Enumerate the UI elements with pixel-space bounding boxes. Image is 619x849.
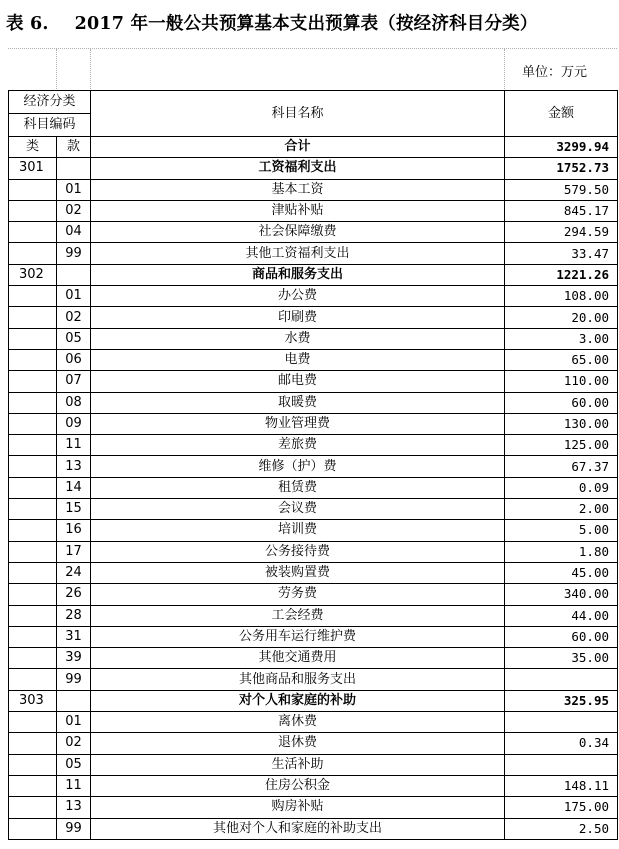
table-row bbox=[9, 179, 618, 200]
cell-amount: 175.00 bbox=[505, 797, 618, 818]
table-row bbox=[9, 520, 618, 541]
cell-lei bbox=[9, 179, 57, 200]
table-row bbox=[9, 222, 618, 243]
header-amount: 金额 bbox=[505, 91, 618, 137]
cell-kuan: 04 bbox=[57, 222, 91, 243]
cell-lei bbox=[9, 648, 57, 669]
cell-kuan: 39 bbox=[57, 648, 91, 669]
cell-amount: 45.00 bbox=[505, 562, 618, 583]
cell-lei bbox=[9, 733, 57, 754]
table-row bbox=[9, 435, 618, 456]
cell-subject-name: 工会经费 bbox=[91, 605, 505, 626]
cell-lei bbox=[9, 477, 57, 498]
cell-kuan: 24 bbox=[57, 562, 91, 583]
cell-lei bbox=[9, 754, 57, 775]
cell-kuan: 99 bbox=[57, 818, 91, 839]
cell-amount: 20.00 bbox=[505, 307, 618, 328]
table-row bbox=[9, 286, 618, 307]
header-row-3 bbox=[9, 137, 618, 158]
header-econ-class: 经济分类 bbox=[9, 91, 91, 114]
cell-kuan: 14 bbox=[57, 477, 91, 498]
cell-subject-name: 其他商品和服务支出 bbox=[91, 669, 505, 690]
cell-lei bbox=[9, 413, 57, 434]
cell-subject-name: 津贴补贴 bbox=[91, 200, 505, 221]
cell-subject-name: 住房公积金 bbox=[91, 775, 505, 796]
header-row-1 bbox=[9, 91, 618, 114]
cell-subject-name: 取暖费 bbox=[91, 392, 505, 413]
cell-lei bbox=[9, 520, 57, 541]
cell-lei bbox=[9, 775, 57, 796]
cell-lei bbox=[9, 605, 57, 626]
cell-lei bbox=[9, 371, 57, 392]
cell-lei bbox=[9, 222, 57, 243]
cell-amount: 2.50 bbox=[505, 818, 618, 839]
cell-kuan: 31 bbox=[57, 626, 91, 647]
cell-kuan: 26 bbox=[57, 584, 91, 605]
cell-subject-name: 劳务费 bbox=[91, 584, 505, 605]
cell-lei bbox=[9, 562, 57, 583]
cell-amount: 1752.73 bbox=[505, 158, 618, 179]
cell-subject-name: 电费 bbox=[91, 349, 505, 370]
cell-lei: 303 bbox=[9, 690, 57, 711]
cell-kuan: 13 bbox=[57, 797, 91, 818]
cell-amount bbox=[505, 712, 618, 733]
cell-subject-name: 生活补助 bbox=[91, 754, 505, 775]
cell-lei bbox=[9, 584, 57, 605]
cell-subject-name: 会议费 bbox=[91, 499, 505, 520]
table-row bbox=[9, 797, 618, 818]
table-row bbox=[9, 456, 618, 477]
cell-amount bbox=[505, 754, 618, 775]
cell-subject-name: 购房补贴 bbox=[91, 797, 505, 818]
total-label: 合计 bbox=[91, 137, 505, 158]
cell-amount: 1221.26 bbox=[505, 264, 618, 285]
table-row bbox=[9, 392, 618, 413]
cell-amount: 110.00 bbox=[505, 371, 618, 392]
cell-kuan: 02 bbox=[57, 307, 91, 328]
table-row bbox=[9, 477, 618, 498]
cell-subject-name: 工资福利支出 bbox=[91, 158, 505, 179]
table-row bbox=[9, 499, 618, 520]
cell-kuan bbox=[57, 158, 91, 179]
header-kuan: 款 bbox=[57, 137, 91, 158]
cell-lei bbox=[9, 435, 57, 456]
cell-subject-name: 公务用车运行维护费 bbox=[91, 626, 505, 647]
cell-subject-name: 培训费 bbox=[91, 520, 505, 541]
cell-kuan: 07 bbox=[57, 371, 91, 392]
cell-kuan: 06 bbox=[57, 349, 91, 370]
table-row bbox=[9, 754, 618, 775]
cell-lei: 302 bbox=[9, 264, 57, 285]
cell-amount: 294.59 bbox=[505, 222, 618, 243]
table-row bbox=[9, 243, 618, 264]
table-row bbox=[9, 562, 618, 583]
cell-kuan: 99 bbox=[57, 669, 91, 690]
table-row bbox=[9, 541, 618, 562]
cell-lei bbox=[9, 200, 57, 221]
table-row bbox=[9, 626, 618, 647]
cell-kuan: 11 bbox=[57, 775, 91, 796]
cell-amount: 60.00 bbox=[505, 392, 618, 413]
cell-subject-name: 水费 bbox=[91, 328, 505, 349]
cell-amount: 33.47 bbox=[505, 243, 618, 264]
cell-subject-name: 退休费 bbox=[91, 733, 505, 754]
cell-amount: 108.00 bbox=[505, 286, 618, 307]
cell-amount: 1.80 bbox=[505, 541, 618, 562]
cell-kuan: 05 bbox=[57, 754, 91, 775]
cell-subject-name: 办公费 bbox=[91, 286, 505, 307]
cell-subject-name: 商品和服务支出 bbox=[91, 264, 505, 285]
cell-amount: 44.00 bbox=[505, 605, 618, 626]
cell-subject-name: 其他对个人和家庭的补助支出 bbox=[91, 818, 505, 839]
cell-lei bbox=[9, 349, 57, 370]
cell-lei bbox=[9, 328, 57, 349]
cell-kuan: 28 bbox=[57, 605, 91, 626]
cell-subject-name: 离休费 bbox=[91, 712, 505, 733]
table-row bbox=[9, 775, 618, 796]
cell-amount: 2.00 bbox=[505, 499, 618, 520]
header-subject-code: 科目编码 bbox=[9, 114, 91, 137]
cell-subject-name: 差旅费 bbox=[91, 435, 505, 456]
total-amount: 3299.94 bbox=[505, 137, 618, 158]
cell-kuan: 17 bbox=[57, 541, 91, 562]
cell-amount: 148.11 bbox=[505, 775, 618, 796]
cell-kuan: 01 bbox=[57, 286, 91, 307]
table-row bbox=[9, 584, 618, 605]
cell-kuan: 09 bbox=[57, 413, 91, 434]
cell-subject-name: 基本工资 bbox=[91, 179, 505, 200]
cell-kuan: 01 bbox=[57, 712, 91, 733]
cell-subject-name: 邮电费 bbox=[91, 371, 505, 392]
unit-row bbox=[8, 48, 617, 91]
cell-amount: 65.00 bbox=[505, 349, 618, 370]
cell-kuan: 99 bbox=[57, 243, 91, 264]
cell-amount: 35.00 bbox=[505, 648, 618, 669]
budget-table bbox=[8, 90, 618, 840]
table-row bbox=[9, 605, 618, 626]
table-row bbox=[9, 648, 618, 669]
cell-amount: 0.09 bbox=[505, 477, 618, 498]
cell-lei bbox=[9, 456, 57, 477]
page-title bbox=[6, 6, 616, 42]
cell-kuan: 11 bbox=[57, 435, 91, 456]
cell-subject-name: 其他交通费用 bbox=[91, 648, 505, 669]
cell-amount: 5.00 bbox=[505, 520, 618, 541]
header-lei: 类 bbox=[9, 137, 57, 158]
cell-amount: 3.00 bbox=[505, 328, 618, 349]
cell-subject-name: 租赁费 bbox=[91, 477, 505, 498]
cell-amount: 0.34 bbox=[505, 733, 618, 754]
cell-subject-name: 公务接待费 bbox=[91, 541, 505, 562]
cell-lei bbox=[9, 286, 57, 307]
table-row bbox=[9, 349, 618, 370]
cell-kuan: 13 bbox=[57, 456, 91, 477]
cell-subject-name: 印刷费 bbox=[91, 307, 505, 328]
table-row bbox=[9, 413, 618, 434]
table-row bbox=[9, 712, 618, 733]
cell-lei bbox=[9, 797, 57, 818]
table-row bbox=[9, 669, 618, 690]
cell-subject-name: 对个人和家庭的补助 bbox=[91, 690, 505, 711]
header-subject-name: 科目名称 bbox=[91, 91, 505, 137]
cell-lei bbox=[9, 392, 57, 413]
table-row bbox=[9, 371, 618, 392]
cell-subject-name: 维修（护）费 bbox=[91, 456, 505, 477]
table-row bbox=[9, 264, 618, 285]
table-row bbox=[9, 200, 618, 221]
cell-lei bbox=[9, 818, 57, 839]
table-number: 表 6. bbox=[6, 14, 49, 34]
cell-kuan: 02 bbox=[57, 733, 91, 754]
cell-subject-name: 物业管理费 bbox=[91, 413, 505, 434]
cell-lei: 301 bbox=[9, 158, 57, 179]
cell-amount: 60.00 bbox=[505, 626, 618, 647]
cell-kuan: 08 bbox=[57, 392, 91, 413]
cell-lei bbox=[9, 626, 57, 647]
table-row bbox=[9, 690, 618, 711]
cell-lei bbox=[9, 243, 57, 264]
cell-lei bbox=[9, 669, 57, 690]
cell-amount bbox=[505, 669, 618, 690]
cell-kuan: 16 bbox=[57, 520, 91, 541]
cell-kuan: 02 bbox=[57, 200, 91, 221]
cell-kuan: 05 bbox=[57, 328, 91, 349]
cell-subject-name: 被装购置费 bbox=[91, 562, 505, 583]
cell-amount: 340.00 bbox=[505, 584, 618, 605]
cell-lei bbox=[9, 712, 57, 733]
table-row bbox=[9, 818, 618, 839]
cell-lei bbox=[9, 307, 57, 328]
cell-subject-name: 其他工资福利支出 bbox=[91, 243, 505, 264]
cell-kuan bbox=[57, 690, 91, 711]
cell-amount: 845.17 bbox=[505, 200, 618, 221]
cell-kuan: 15 bbox=[57, 499, 91, 520]
table-row bbox=[9, 328, 618, 349]
cell-kuan bbox=[57, 264, 91, 285]
table-title: 2017 年一般公共预算基本支出预算表（按经济科目分类） bbox=[74, 14, 538, 34]
cell-amount: 325.95 bbox=[505, 690, 618, 711]
cell-lei bbox=[9, 499, 57, 520]
cell-subject-name: 社会保障缴费 bbox=[91, 222, 505, 243]
unit-label: 单位：万元 bbox=[521, 65, 587, 80]
table-row bbox=[9, 733, 618, 754]
cell-amount: 67.37 bbox=[505, 456, 618, 477]
table-row bbox=[9, 307, 618, 328]
cell-amount: 130.00 bbox=[505, 413, 618, 434]
cell-amount: 579.50 bbox=[505, 179, 618, 200]
cell-lei bbox=[9, 541, 57, 562]
table-row bbox=[9, 158, 618, 179]
cell-amount: 125.00 bbox=[505, 435, 618, 456]
cell-kuan: 01 bbox=[57, 179, 91, 200]
